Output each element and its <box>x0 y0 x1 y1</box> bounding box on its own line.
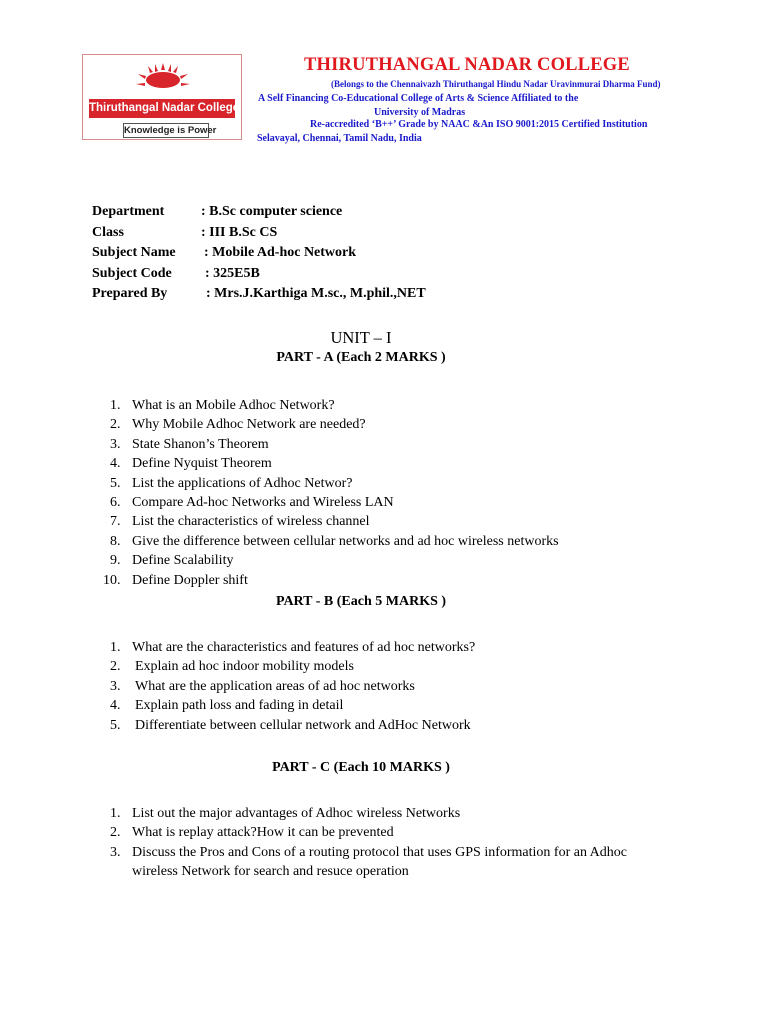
list-item: 3. State Shanon’s Theorem <box>110 436 269 452</box>
list-item: 4. Explain path loss and fading in detail <box>110 698 344 714</box>
list-item: 10. Define Doppler shift <box>103 572 248 588</box>
list-item: 5. List the applications of Adhoc Networ? <box>110 475 353 491</box>
header-address-line: Selavayal, Chennai, Tamil Nadu, India <box>257 133 422 144</box>
header-university-line: University of Madras <box>374 107 466 118</box>
college-logo <box>82 54 242 140</box>
info-value: : III B.Sc CS <box>201 224 278 240</box>
college-title: THIRUTHANGAL NADAR COLLEGE <box>304 55 630 75</box>
header-accreditation-line: Re-accredited ‘B++’ Grade by NAAC &An ISO 9001:2015 Certified Institution <box>310 119 648 130</box>
logo-college-name: Thiruthangal Nadar College <box>89 99 235 118</box>
logo-tagline: Knowledge is Power <box>124 125 217 136</box>
list-item: 8. Give the difference between cellular networks and ad hoc wireless networks <box>110 533 559 549</box>
list-item: 9. Define Scalability <box>110 553 234 569</box>
list-item: 4. Define Nyquist Theorem <box>110 456 272 472</box>
list-item: 3. Discuss the Pros and Cons of a routing protocol that uses GPS information for an Adhoc wireless Network for search and resuce operation <box>110 844 628 879</box>
info-value: : Mobile Ad-hoc Network <box>204 245 357 261</box>
header-fund-line: (Belongs to the Chennaivazh Thiruthangal Hindu Nadar Uravinmurai Dharma Fund) <box>331 79 661 89</box>
list-item: 1. List out the major advantages of Adhoc wireless Networks <box>110 806 461 821</box>
list-item: 2. Why Mobile Adhoc Network are needed? <box>110 417 366 433</box>
part-c-heading: PART - C (Each 10 MARKS ) <box>272 760 450 775</box>
list-item: 2. Explain ad hoc indoor mobility models <box>110 659 354 675</box>
part-a-heading: PART - A (Each 2 MARKS ) <box>276 350 446 365</box>
part-b-question-list <box>110 638 475 735</box>
list-item: 1. What is an Mobile Adhoc Network? <box>110 398 335 413</box>
info-value: : B.Sc computer science <box>201 204 343 219</box>
sun-emblem-icon <box>133 61 193 97</box>
part-c-question-list <box>110 804 632 881</box>
info-label: Class <box>92 224 124 240</box>
info-label: Prepared By <box>92 286 168 302</box>
unit-heading: UNIT – I <box>330 328 392 347</box>
part-b-heading: PART - B (Each 5 MARKS ) <box>275 594 447 609</box>
list-item: 6. Compare Ad-hoc Networks and Wireless LAN <box>110 494 394 510</box>
header-affiliation-line: A Self Financing Co-Educational College of Arts & Science Affiliated to the <box>258 93 579 104</box>
list-item: 2. What is replay attack?How it can be prevented <box>110 825 394 841</box>
info-label: Subject Name <box>92 245 176 261</box>
list-item: 3. What are the application areas of ad hoc networks <box>110 678 415 694</box>
info-value: : Mrs.J.Karthiga M.sc., M.phil.,NET <box>206 286 426 302</box>
list-item: 7. List the characteristics of wireless channel <box>110 514 370 530</box>
list-item: 1. What are the characteristics and features of ad hoc networks? <box>110 640 476 655</box>
info-value: : 325E5B <box>205 265 260 281</box>
info-label: Subject Code <box>92 265 172 281</box>
part-a-question-list <box>103 396 559 590</box>
info-label: Department <box>92 204 165 219</box>
list-item: 5. Differentiate between cellular network and AdHoc Network <box>110 717 471 733</box>
